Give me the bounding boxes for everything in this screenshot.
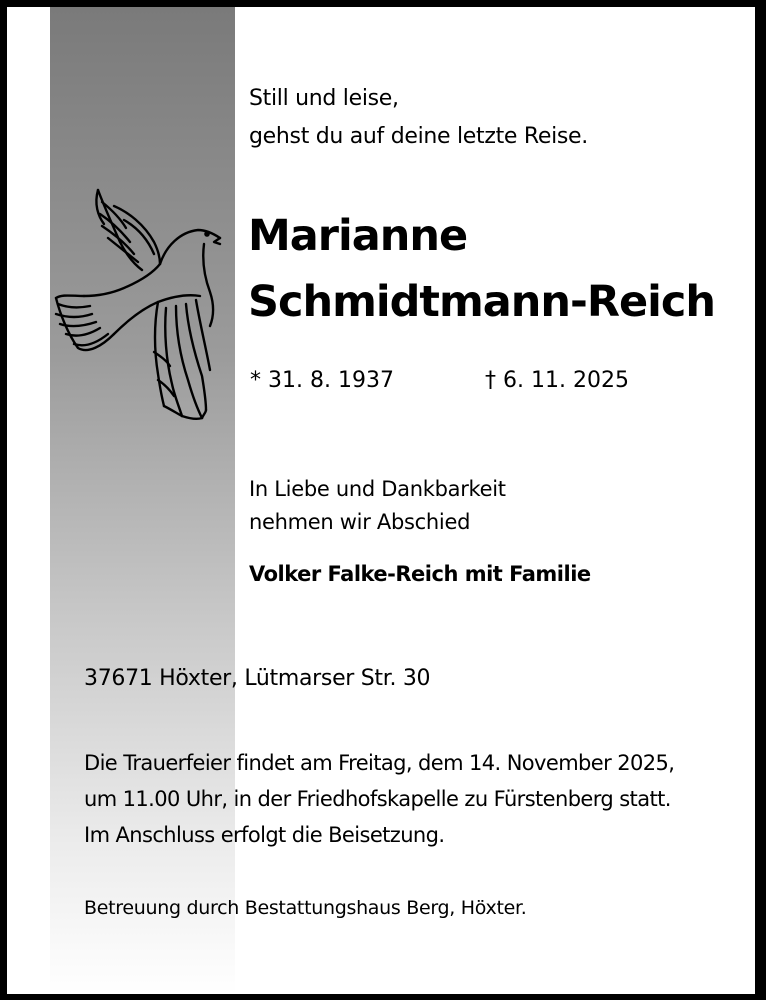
- last-name: Schmidtmann-Reich: [248, 277, 715, 327]
- funeral-home: Betreuung durch Bestattungshaus Berg, Höxter.: [84, 897, 527, 919]
- deceased-name: [248, 203, 715, 335]
- farewell-line-2: nehmen wir Abschied: [249, 510, 471, 534]
- dove-icon: [54, 184, 224, 422]
- farewell-text: [249, 473, 506, 539]
- service-line-3: Im Anschluss erfolgt die Beisetzung.: [84, 823, 445, 847]
- service-line-2: um 11.00 Uhr, in der Friedhofskapelle zu Fürstenberg statt.: [84, 787, 671, 811]
- verse-line-1: Still und leise,: [249, 86, 399, 111]
- birth-date: * 31. 8. 1937: [250, 368, 394, 393]
- farewell-line-1: In Liebe und Dankbarkeit: [249, 477, 506, 501]
- service-info: [84, 745, 674, 853]
- verse-line-2: gehst du auf deine letzte Reise.: [249, 124, 588, 149]
- death-date: † 6. 11. 2025: [485, 368, 629, 393]
- first-name: Marianne: [248, 211, 468, 261]
- family-signature: Volker Falke-Reich mit Familie: [249, 562, 591, 586]
- verse: [249, 80, 588, 156]
- service-line-1: Die Trauerfeier findet am Freitag, dem 14. November 2025,: [84, 751, 675, 775]
- address: 37671 Höxter, Lütmarser Str. 30: [84, 666, 431, 691]
